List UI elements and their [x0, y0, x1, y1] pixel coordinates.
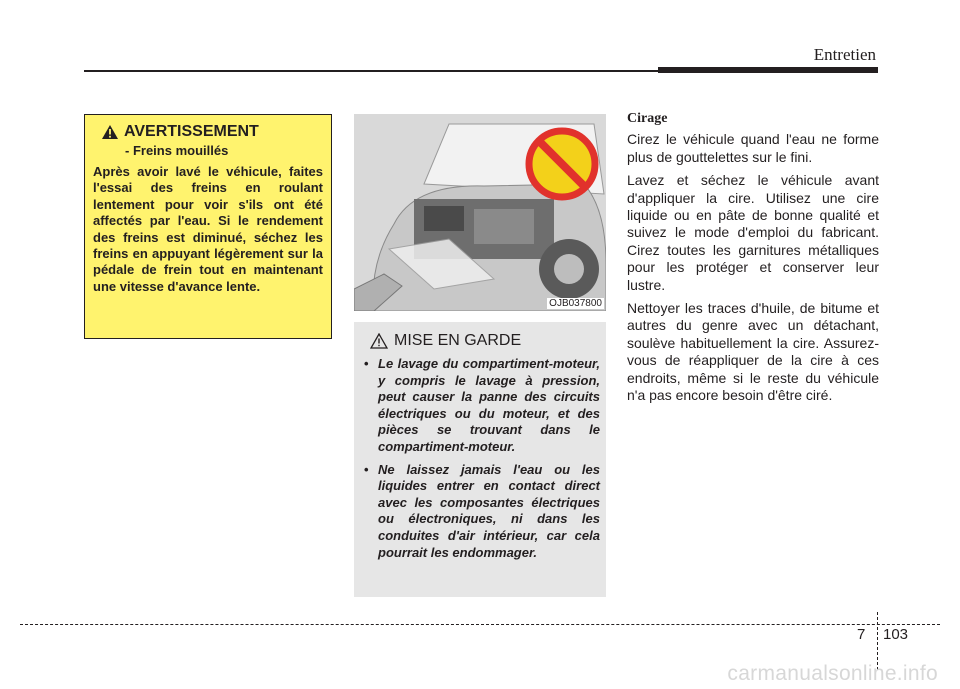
caution-box [354, 322, 606, 597]
paragraph: Lavez et séchez le véhicule avant d'appliquer la cire. Utilisez une cire liquide ou en pâte de bonne qualité et suivez le mode d'emploi du fabricant. Cirez toutes les garnitures métalliques pour les protéger et conserver leur lustre. [627, 172, 879, 293]
paragraph: Cirez le véhicule quand l'eau ne forme plus de gouttelettes sur le fini. [627, 131, 879, 165]
caution-triangle-icon [370, 333, 388, 349]
figure-code: OJB037800 [549, 298, 602, 309]
warning-subtitle: - Freins mouillés [125, 143, 229, 158]
caution-header [370, 332, 600, 350]
section-title: Entretien [813, 45, 876, 64]
caution-item: • Ne laissez jamais l'eau ou les liquides entrer en contact direct avec les composantes électriques ou électroniques, ni dans les conduites d'air intérieur, car cela pourrait les endommager. [364, 461, 600, 560]
waxing-section [627, 110, 879, 411]
section-heading: Cirage [627, 111, 668, 126]
warning-triangle-icon [101, 124, 119, 140]
page-number: 103 [883, 626, 909, 643]
engine-wash-illustration [354, 114, 606, 311]
caution-item: • Le lavage du compartiment-moteur, y compris le lavage à pression, peut causer la panne des circuits électriques ou du moteur, et des pièces se trouvant dans le compartiment-moteur. [364, 356, 600, 454]
paragraph: Nettoyer les traces d'huile, de bitume et autres du genre avec un détachant, soulève habituellement la cire. Assurez-vous de réappliquer de la cire à ces endroits, même si le reste du véhicule n'a pas encore besoin d'être ciré. [627, 300, 879, 404]
header-rule [84, 70, 660, 72]
warning-box [84, 114, 332, 339]
watermark: carmanualsonline.info [727, 662, 938, 685]
header-rule-accent [658, 67, 878, 73]
caution-item-text: Le lavage du compartiment-moteur, y compris le lavage à pression, peut causer la panne des circuits électriques ou du moteur, et des pièces se trouvant dans le compartiment-moteur. [378, 356, 600, 454]
warning-body: Après avoir lavé le véhicule, faites l'essai des freins en roulant lentement pour voir s'ils ont été affectés par l'eau. Si le rendement des freins est diminué, séchez les freins en appuyant légèrement sur la pédale de frein tout en maintenant une vitesse d'avance lente. [93, 164, 323, 294]
warning-title: AVERTISSEMENT [124, 123, 259, 140]
car-engine-photo [354, 114, 606, 311]
footer-rule [20, 624, 940, 625]
chapter-number: 7 [857, 626, 866, 643]
caution-title: MISE EN GARDE [394, 332, 522, 349]
warning-header [101, 123, 323, 141]
caution-item-text: Ne laissez jamais l'eau ou les liquides entrer en contact direct avec les composantes électriques ou électroniques, ni dans les conduites d'air intérieur, car cela pourrait les endommager. [378, 461, 600, 560]
caution-list [364, 356, 600, 561]
